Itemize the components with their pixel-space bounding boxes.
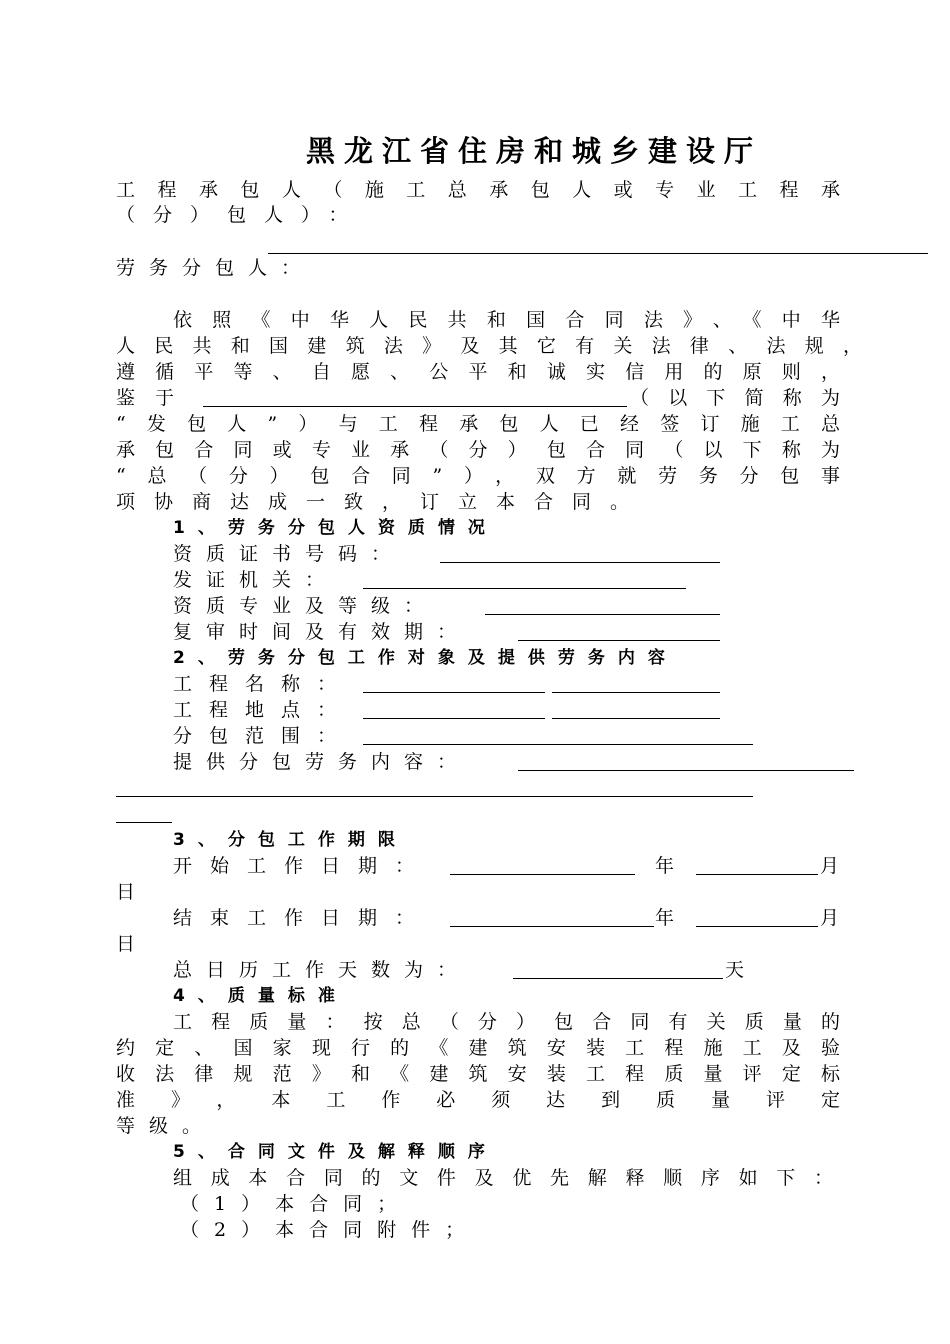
- end-month-blank: [696, 926, 818, 927]
- labor-content-blank-2: [116, 796, 753, 797]
- intro-line-1: 依照《中华人民共和国合同法》、《中华: [173, 309, 840, 331]
- quality-line-2: 约定、国家现行的《建筑安装工程施工及验: [116, 1037, 840, 1059]
- section-3-heading: 3、分包工作期限: [173, 830, 408, 850]
- documents-intro: 组成本合同的文件及优先解释顺序如下：: [173, 1167, 833, 1189]
- quality-line-5: 等级。: [116, 1115, 216, 1137]
- labor-subcontractor-label: 劳务分包人：: [116, 257, 315, 279]
- project-name-blank-1: [363, 692, 545, 693]
- end-date-label: 结束工作日期：: [173, 907, 433, 929]
- start-month-unit: 月: [820, 855, 840, 877]
- contractor-label-line2: （分）包人）：: [116, 204, 366, 226]
- review-label: 复审时间及有效期：: [173, 621, 471, 643]
- labor-content-label: 提供分包劳务内容：: [173, 751, 471, 773]
- section-2-heading: 2、劳务分包工作对象及提供劳务内容: [173, 648, 678, 668]
- cert-number-label: 资质证书号码：: [173, 543, 405, 565]
- contractor-blank: [268, 253, 928, 254]
- project-location-label: 工程地点：: [173, 699, 354, 721]
- section-5-heading: 5、合同文件及解释顺序: [173, 1142, 498, 1162]
- intro-line-7: “总（分）包合同”），双方就劳务分包事: [116, 465, 840, 487]
- project-name-label: 工程名称：: [173, 673, 354, 695]
- intro-line-8: 项协商达成一致，订立本合同。: [116, 491, 649, 513]
- end-year-blank: [450, 926, 654, 927]
- intro-line-2: 人民共和国建筑法》及其它有关法律、法规，: [116, 335, 862, 357]
- project-name-blank-2: [552, 692, 720, 693]
- end-day-unit: 日: [116, 933, 136, 955]
- project-location-blank-1: [363, 718, 545, 719]
- quality-line-3: 收法律规范》和《建筑安装工程质量评定标: [116, 1063, 840, 1085]
- project-location-blank-2: [552, 718, 720, 719]
- contractor-label-line1: 工程承包人（施工总承包人或专业工程承: [116, 179, 840, 201]
- start-day-unit: 日: [116, 881, 136, 903]
- cert-number-blank: [440, 562, 720, 563]
- end-month-unit: 月: [820, 907, 840, 929]
- scope-label: 分包范围：: [173, 725, 354, 747]
- total-days-blank: [513, 978, 723, 979]
- intro-line-6: 承包合同或专业承（分）包合同（以下称为: [116, 439, 840, 461]
- page-title: 黑龙江省住房和城乡建设厅: [306, 134, 763, 168]
- intro-line-3: 遵循平等、自愿、公平和诚实信用的原则，: [116, 361, 840, 383]
- issuer-blank: [363, 588, 686, 589]
- start-year-blank: [450, 874, 635, 875]
- review-blank: [518, 640, 720, 641]
- intro-line-5: “发包人”）与工程承包人已经签订施工总: [116, 413, 840, 435]
- start-date-label: 开始工作日期：: [173, 855, 433, 877]
- section-1-heading: 1、劳务分包人资质情况: [173, 518, 498, 538]
- issuer-label: 发证机关：: [173, 569, 339, 591]
- document-item-1: （1）本合同；: [180, 1193, 412, 1215]
- total-days-label: 总日历工作天数为：: [173, 959, 471, 981]
- quality-line-4: 准》，本工作必须达到质量评定: [116, 1089, 840, 1111]
- intro-line-4b: （以下简称为: [630, 387, 840, 409]
- scope-blank: [363, 744, 753, 745]
- specialty-blank: [485, 614, 720, 615]
- specialty-label: 资质专业及等级：: [173, 595, 438, 617]
- labor-content-blank-1: [518, 770, 854, 771]
- section-4-heading: 4、质量标准: [173, 986, 348, 1006]
- intro-line-4a: 鉴于: [116, 387, 174, 409]
- document-item-2: （2）本合同附件；: [180, 1219, 480, 1241]
- quality-line-1: 工程质量：按总（分）包合同有关质量的: [173, 1011, 840, 1033]
- total-days-unit: 天: [725, 959, 745, 981]
- employer-blank: [203, 406, 627, 407]
- start-year-unit: 年: [655, 855, 675, 877]
- start-month-blank: [696, 874, 818, 875]
- labor-content-blank-3: [116, 822, 172, 823]
- end-year-unit: 年: [655, 907, 675, 929]
